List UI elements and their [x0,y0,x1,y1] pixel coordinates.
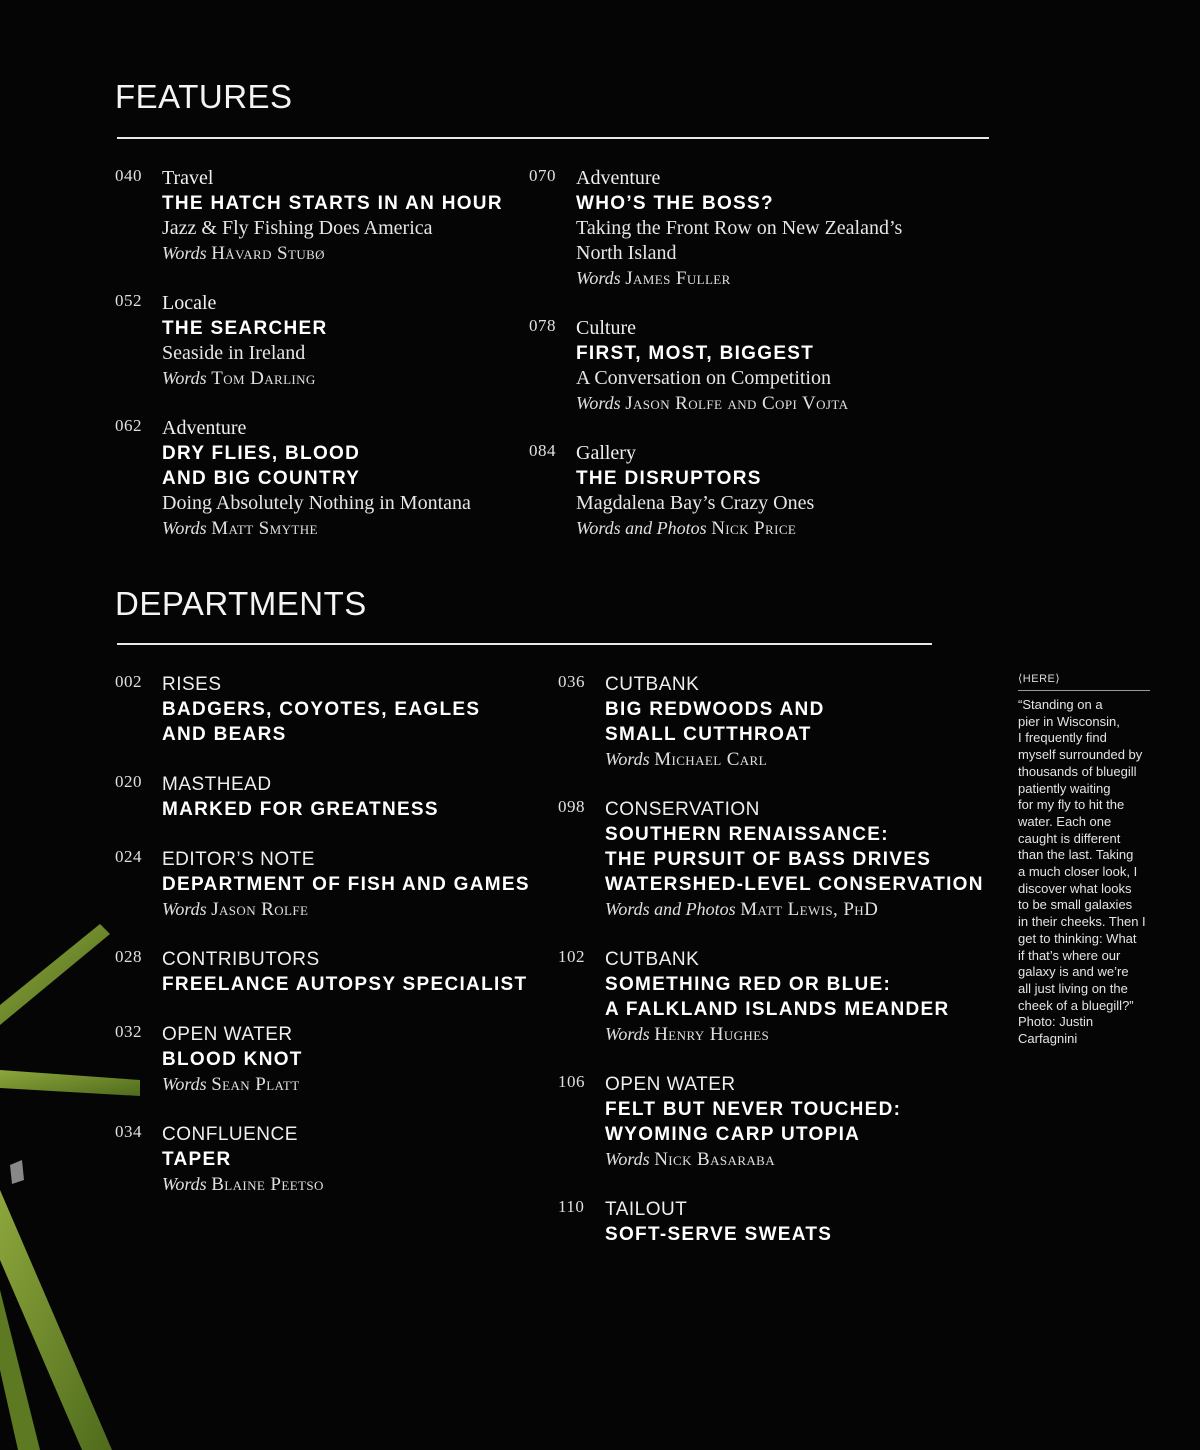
page-number: 062 [115,416,142,435]
entry-body [576,441,814,541]
entry-byline [605,897,984,922]
entry-body [162,166,503,266]
entry-title[interactable]: SOMETHING RED OR BLUE: [605,974,892,995]
entry-title[interactable]: A FALKLAND ISLANDS MEANDER [605,999,950,1020]
entry-category: CONSERVATION [605,799,760,820]
entry-byline [162,1172,324,1197]
entry-title[interactable]: WATERSHED-LEVEL CONSERVATION [605,874,984,895]
entry-byline [605,1147,901,1172]
entry-body [162,1122,324,1197]
entry-category: Adventure [576,167,661,189]
page-number: 020 [115,772,142,791]
entry-title[interactable]: DEPARTMENT OF FISH AND GAMES [162,874,530,895]
entry-byline [162,366,328,391]
entry-byline [576,266,902,291]
entry-body [576,316,848,416]
entry-category: CONFLUENCE [162,1124,298,1145]
entry-category: TAILOUT [605,1199,688,1220]
byline-label: Words [605,749,650,769]
entry-body [162,772,439,822]
byline-label: Words [576,268,621,288]
entry-title[interactable]: DRY FLIES, BLOOD [162,443,361,464]
page-number: 002 [115,672,142,691]
entry-byline [576,516,814,541]
byline-label: Words [605,1024,650,1044]
entry-title[interactable]: TAPER [162,1149,232,1170]
entry-title[interactable]: AND BIG COUNTRY [162,468,361,489]
byline-name: Jason Rolfe and Copi Vojta [625,393,849,414]
entry-category: CUTBANK [605,949,700,970]
departments-heading: DEPARTMENTS [115,585,367,622]
entry-category: RISES [162,674,222,695]
entry-title[interactable]: WYOMING CARP UTOPIA [605,1124,861,1145]
byline-name: Jason Rolfe [211,899,309,920]
entry-body [162,291,328,391]
entry-subtitle: Magdalena Bay’s Crazy Ones [576,492,815,514]
features-heading: FEATURES [115,78,293,115]
entry-body [162,1022,303,1097]
byline-label: Words [576,393,621,413]
entry-title[interactable]: MARKED FOR GREATNESS [162,799,439,820]
byline-label: Words [162,368,207,388]
entry-title[interactable]: FREELANCE AUTOPSY SPECIALIST [162,974,528,995]
page-number: 110 [558,1197,585,1216]
grass-stem [0,1070,140,1096]
page-number: 078 [529,316,556,335]
page-number: 084 [529,441,556,460]
entry-category: OPEN WATER [162,1024,293,1045]
photo-caption-sidebar [1018,672,1153,1048]
entry-body [605,947,949,1047]
entry-title[interactable]: FELT BUT NEVER TOUCHED: [605,1099,902,1120]
byline-label: Words and Photos [605,899,736,919]
entry-byline [162,516,471,541]
entry-category: Gallery [576,442,636,464]
page-number: 036 [558,672,585,691]
entry-subtitle: Seaside in Ireland [162,342,306,364]
byline-name: Matt Lewis, PhD [740,899,879,920]
byline-label: Words [162,518,207,538]
entry-title[interactable]: FIRST, MOST, BIGGEST [576,343,815,364]
entry-category: Culture [576,317,636,339]
page-number: 106 [558,1072,585,1091]
page-number: 070 [529,166,556,185]
entry-byline [605,1022,949,1047]
entry-byline [576,391,848,416]
entry-body [162,416,471,541]
entry-category: MASTHEAD [162,774,272,795]
entry-body [162,947,527,997]
byline-label: Words [162,243,207,263]
entry-title[interactable]: BIG REDWOODS AND [605,699,825,720]
byline-name: Tom Darling [211,368,316,389]
page-number: 032 [115,1022,142,1041]
byline-label: Words [162,899,207,919]
entry-category: Locale [162,292,217,314]
entry-subtitle: North Island [576,242,677,264]
entry-title[interactable]: SMALL CUTTHROAT [605,724,812,745]
entry-body [576,166,902,291]
features-divider [117,137,989,139]
page-number: 040 [115,166,142,185]
entry-title[interactable]: THE SEARCHER [162,318,328,339]
entry-body [605,1197,832,1247]
entry-byline [162,241,503,266]
entry-title[interactable]: BLOOD KNOT [162,1049,303,1070]
entry-category: Travel [162,167,214,189]
grass-stems-photo [0,900,150,1450]
entry-category: EDITOR’S NOTE [162,849,315,870]
byline-name: Sean Platt [211,1074,300,1095]
here-tag: ⟨HERE⟩ [1018,673,1061,685]
byline-name: Matt Smythe [211,518,318,539]
byline-name: Blaine Peetso [211,1174,324,1195]
page-number: 098 [558,797,585,816]
departments-divider [117,643,932,645]
page-number: 102 [558,947,585,966]
page-number: 024 [115,847,142,866]
entry-body [162,672,480,747]
entry-subtitle: Jazz & Fly Fishing Does America [162,217,433,239]
entry-title[interactable]: THE HATCH STARTS IN AN HOUR [162,193,503,214]
entry-title[interactable]: SOUTHERN RENAISSANCE: [605,824,889,845]
byline-label: Words [162,1074,207,1094]
entry-category: Adventure [162,417,247,439]
page-number: 052 [115,291,142,310]
entry-title[interactable]: WHO’S THE BOSS? [576,193,774,214]
byline-name: Nick Basaraba [654,1149,776,1170]
entry-title[interactable]: THE DISRUPTORS [576,468,762,489]
entry-body [162,847,530,922]
entry-body [605,797,984,922]
entry-byline [162,1072,303,1097]
byline-name: Nick Price [711,518,797,539]
entry-title[interactable]: SOFT-SERVE SWEATS [605,1224,833,1245]
entry-title[interactable]: BADGERS, COYOTES, EAGLES [162,699,481,720]
page-number: 034 [115,1122,142,1141]
grass-stem [10,1160,24,1184]
entry-subtitle: A Conversation on Competition [576,367,831,389]
entry-subtitle: Doing Absolutely Nothing in Montana [162,492,471,514]
grass-stem [0,924,110,1025]
byline-label: Words and Photos [576,518,707,538]
byline-label: Words [605,1149,650,1169]
entry-category: OPEN WATER [605,1074,736,1095]
entry-byline [162,897,530,922]
byline-label: Words [162,1174,207,1194]
here-divider [1018,690,1150,691]
entry-title[interactable]: THE PURSUIT OF BASS DRIVES [605,849,932,870]
page-number: 028 [115,947,142,966]
entry-title[interactable]: AND BEARS [162,724,287,745]
entry-category: CONTRIBUTORS [162,949,320,970]
entry-byline [605,747,825,772]
entry-body [605,672,825,772]
byline-name: Henry Hughes [654,1024,770,1045]
photo-caption: “Standing on a pier in Wisconsin, I frequently find myself surrounded by thousands of bluegill patiently waiting for my fly to hit the water. Each one caught is different than the last. Taking a much closer look, I discover what looks to be small galaxies in their cheeks. Then I get to thinking: What if that’s where our galaxy is and we’re all just living on the cheek of a bluegill?” Photo: Justin Carfagnini [1018,697,1146,1047]
entry-category: CUTBANK [605,674,700,695]
byline-name: Håvard Stubø [211,243,325,264]
byline-name: Michael Carl [654,749,767,770]
byline-name: James Fuller [625,268,731,289]
entry-body [605,1072,901,1172]
entry-subtitle: Taking the Front Row on New Zealand’s [576,217,903,239]
